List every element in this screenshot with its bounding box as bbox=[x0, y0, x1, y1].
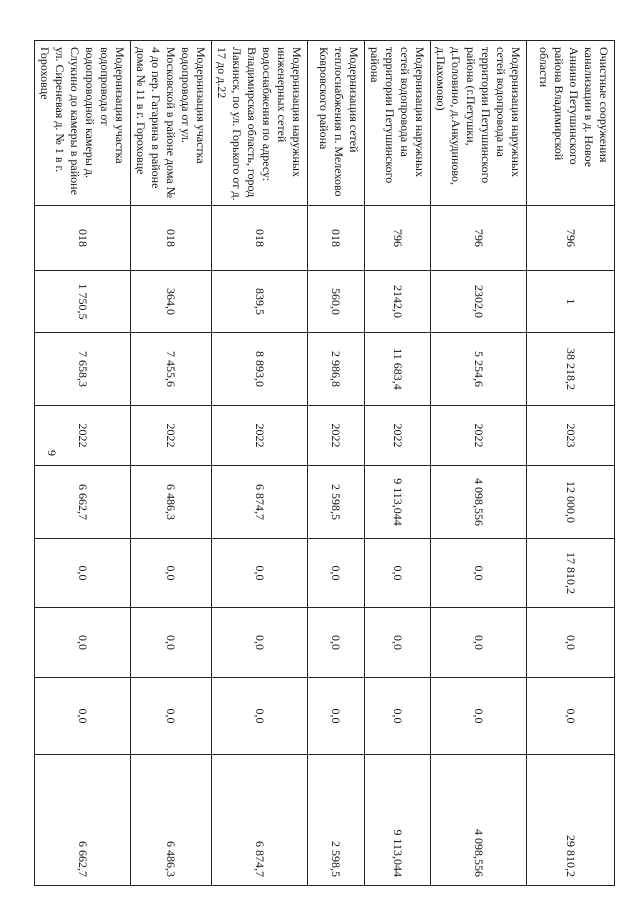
funding-value: 0,0 bbox=[131, 678, 212, 755]
completion-year: 2023 bbox=[527, 406, 615, 466]
table-row bbox=[35, 41, 131, 886]
table-body bbox=[35, 41, 615, 886]
quantity: 1 750,5 bbox=[35, 271, 131, 333]
funding-value: 6 874,7 bbox=[212, 466, 308, 539]
total-value: 4 098,556 bbox=[431, 755, 527, 886]
unit-code: 796 bbox=[527, 206, 615, 271]
total-value: 6 486,3 bbox=[131, 755, 212, 886]
funding-value: 0,0 bbox=[131, 608, 212, 678]
funding-value: 2 598,5 bbox=[308, 466, 365, 539]
funding-value: 0,0 bbox=[365, 539, 431, 608]
project-name: Модернизация участка водопровода от ул. Московской в районе дома № 4 до пер. Гагарина в районе дома № 11 в г. Гороховце bbox=[131, 41, 212, 206]
unit-code: 796 bbox=[431, 206, 527, 271]
unit-code: 018 bbox=[35, 206, 131, 271]
estimated-cost: 11 683,4 bbox=[365, 333, 431, 406]
table-row bbox=[131, 41, 212, 886]
funding-value: 0,0 bbox=[131, 539, 212, 608]
project-name: Очистные сооружения канализации в д. Новое Аннино Петушинского района Владимирской области bbox=[527, 41, 615, 206]
completion-year: 2022 bbox=[131, 406, 212, 466]
project-name: Модернизация наружных сетей водопровода на территории Петушинского района (г.Петушки, д.Головино, д.Анкудиново, д.Пахомово) bbox=[431, 41, 527, 206]
funding-value: 17 810,2 bbox=[527, 539, 615, 608]
unit-code: 018 bbox=[212, 206, 308, 271]
completion-year: 2022 bbox=[35, 406, 131, 466]
total-value: 2 598,5 bbox=[308, 755, 365, 886]
funding-value: 6 486,3 bbox=[131, 466, 212, 539]
funding-value: 4 098,556 bbox=[431, 466, 527, 539]
funding-value: 9 113,044 bbox=[365, 466, 431, 539]
funding-value: 0,0 bbox=[212, 678, 308, 755]
table-row bbox=[308, 41, 365, 886]
funding-value: 0,0 bbox=[212, 608, 308, 678]
completion-year: 2022 bbox=[308, 406, 365, 466]
funding-value: 0,0 bbox=[365, 678, 431, 755]
project-name: Модернизация сетей теплоснабжения п. Мелехово Ковровского района bbox=[308, 41, 365, 206]
funding-value: 0,0 bbox=[35, 678, 131, 755]
funding-value: 0,0 bbox=[308, 608, 365, 678]
unit-code: 018 bbox=[131, 206, 212, 271]
quantity: 2142,0 bbox=[365, 271, 431, 333]
estimated-cost: 7 658,3 bbox=[35, 333, 131, 406]
project-name: Модернизация участка водопровода от водопроводной камеры д. Слукино до камеры в районе ул. Сиреневая д. № 1 в г. Гороховце bbox=[35, 41, 131, 206]
funding-value: 6 662,7 bbox=[35, 466, 131, 539]
project-name: Модернизация наружных инженерных сетей водоснабжения по адресу: Владимирская область, город Лакинск, по ул. Горького от д. 17 до д.22 bbox=[212, 41, 308, 206]
unit-code: 018 bbox=[308, 206, 365, 271]
completion-year: 2022 bbox=[212, 406, 308, 466]
table-row bbox=[365, 41, 431, 886]
table-row bbox=[527, 41, 615, 886]
table-row bbox=[212, 41, 308, 886]
estimated-cost: 8 893,0 bbox=[212, 333, 308, 406]
page-number: 9 bbox=[45, 450, 59, 456]
quantity: 839,5 bbox=[212, 271, 308, 333]
estimated-cost: 38 218,2 bbox=[527, 333, 615, 406]
total-value: 6 874,7 bbox=[212, 755, 308, 886]
quantity: 560,0 bbox=[308, 271, 365, 333]
rotated-table-container bbox=[38, 40, 615, 877]
total-value: 29 810,2 bbox=[527, 755, 615, 886]
quantity: 364,0 bbox=[131, 271, 212, 333]
total-value: 6 662,7 bbox=[35, 755, 131, 886]
unit-code: 796 bbox=[365, 206, 431, 271]
funding-value: 0,0 bbox=[308, 539, 365, 608]
completion-year: 2022 bbox=[431, 406, 527, 466]
estimated-cost: 2 986,8 bbox=[308, 333, 365, 406]
funding-value: 12 000,0 bbox=[527, 466, 615, 539]
funding-value: 0,0 bbox=[431, 678, 527, 755]
funding-value: 0,0 bbox=[35, 539, 131, 608]
completion-year: 2022 bbox=[365, 406, 431, 466]
funding-value: 0,0 bbox=[212, 539, 308, 608]
funding-value: 0,0 bbox=[527, 608, 615, 678]
estimated-cost: 5 254,6 bbox=[431, 333, 527, 406]
quantity: 2302,0 bbox=[431, 271, 527, 333]
estimated-cost: 7 455,6 bbox=[131, 333, 212, 406]
funding-value: 0,0 bbox=[431, 608, 527, 678]
total-value: 9 113,044 bbox=[365, 755, 431, 886]
funding-value: 0,0 bbox=[308, 678, 365, 755]
investment-projects-table bbox=[34, 40, 615, 886]
quantity: 1 bbox=[527, 271, 615, 333]
project-name: Модернизация наружных сетей водопровода на территории Петушинского района bbox=[365, 41, 431, 206]
funding-value: 0,0 bbox=[527, 678, 615, 755]
table-row bbox=[431, 41, 527, 886]
funding-value: 0,0 bbox=[35, 608, 131, 678]
funding-value: 0,0 bbox=[431, 539, 527, 608]
funding-value: 0,0 bbox=[365, 608, 431, 678]
